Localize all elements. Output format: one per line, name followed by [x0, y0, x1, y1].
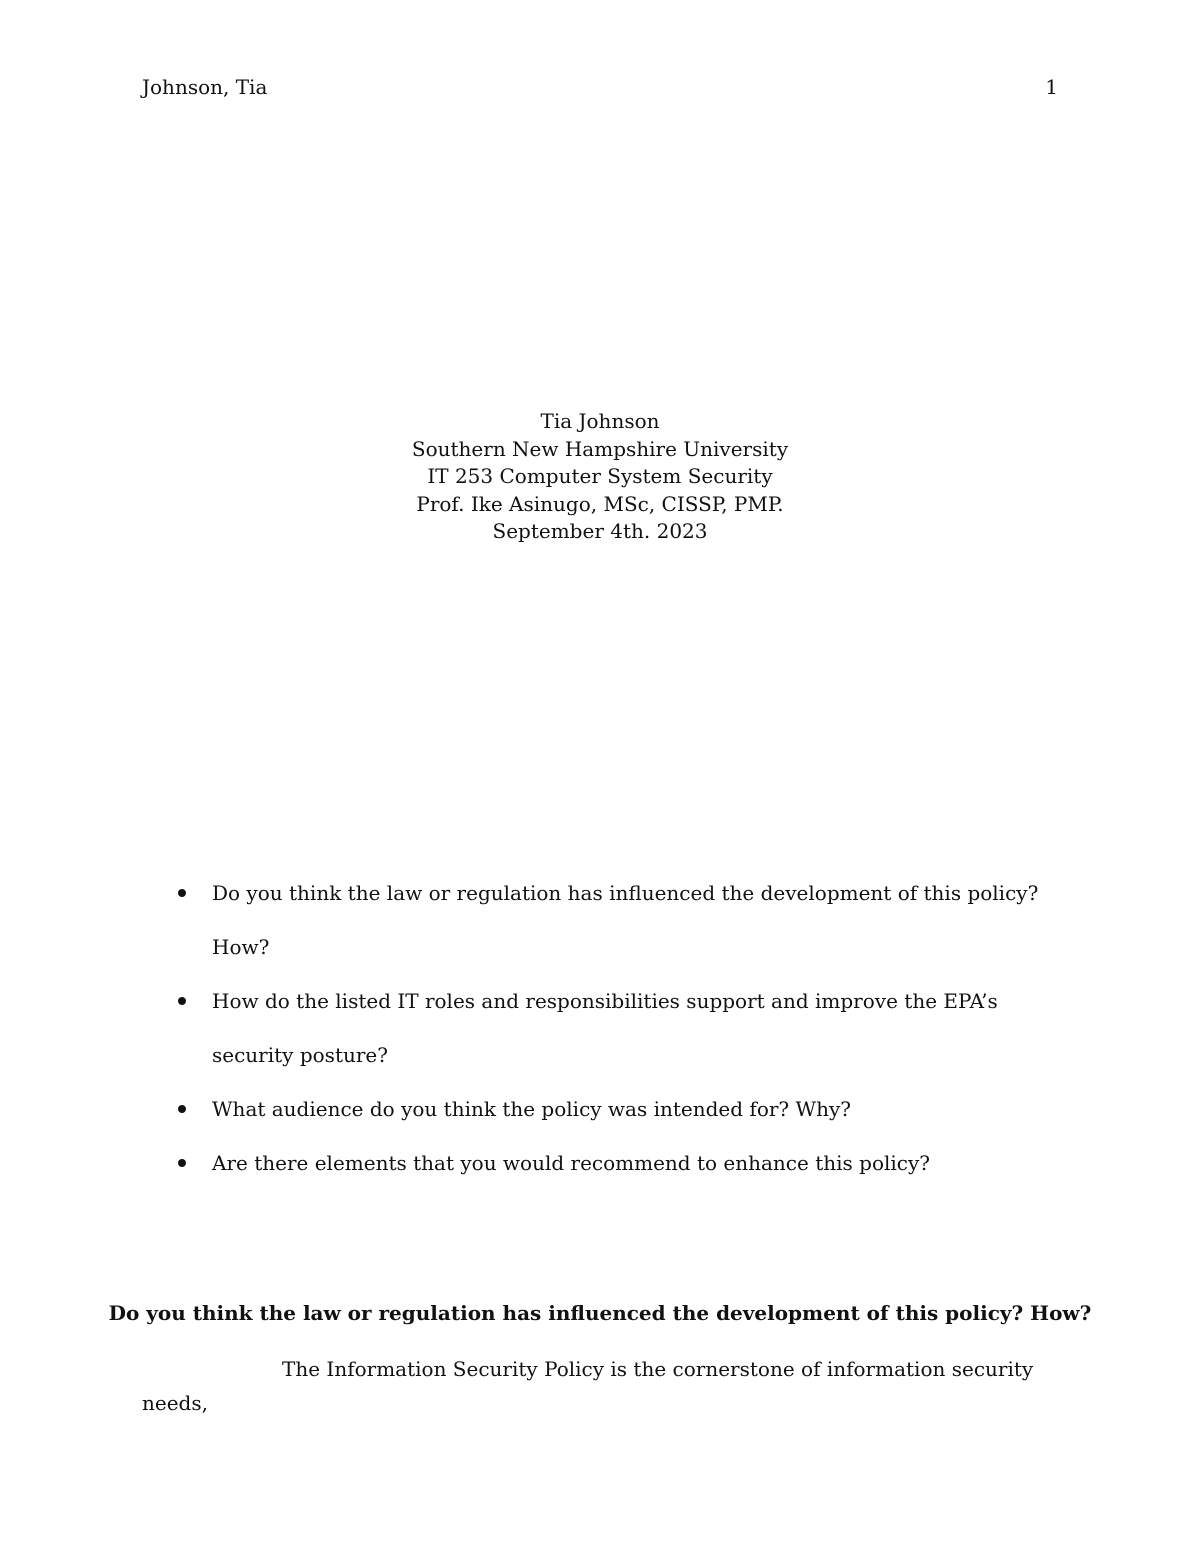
- bullet-icon: [178, 889, 186, 897]
- list-item: [142, 1136, 1058, 1190]
- list-item: [142, 1082, 1058, 1136]
- bullet-icon: [178, 1159, 186, 1167]
- question-text: Are there elements that you would recommend to enhance this policy?: [212, 1151, 930, 1175]
- question-text: What audience do you think the policy was intended for? Why?: [212, 1097, 851, 1121]
- author-name: Tia Johnson: [540, 409, 660, 433]
- section-heading: Do you think the law or regulation has influenced the development of this policy? How?: [108, 1301, 1092, 1325]
- body-paragraph: The Information Security Policy is the cornerstone of information security needs,: [142, 1357, 1034, 1415]
- institution-name: Southern New Hampshire University: [411, 436, 789, 461]
- list-item: [142, 974, 1058, 1082]
- instructor-name: Prof. Ike Asinugo, MSc, CISSP, PMP.: [416, 491, 784, 516]
- running-head: Johnson, Tia: [142, 75, 268, 99]
- page-number: 1: [1045, 75, 1058, 99]
- list-item: [142, 866, 1058, 974]
- submission-date: September 4th. 2023: [492, 519, 708, 543]
- bullet-icon: [178, 997, 186, 1005]
- question-text: How do the listed IT roles and responsibilities support and improve the EPA’s security posture?: [212, 989, 998, 1067]
- title-block: [0, 408, 1200, 546]
- question-list: [142, 866, 1058, 1190]
- bullet-icon: [178, 1105, 186, 1113]
- course-name: IT 253 Computer System Security: [427, 464, 773, 488]
- question-text: Do you think the law or regulation has influenced the development of this policy? How?: [212, 881, 1039, 959]
